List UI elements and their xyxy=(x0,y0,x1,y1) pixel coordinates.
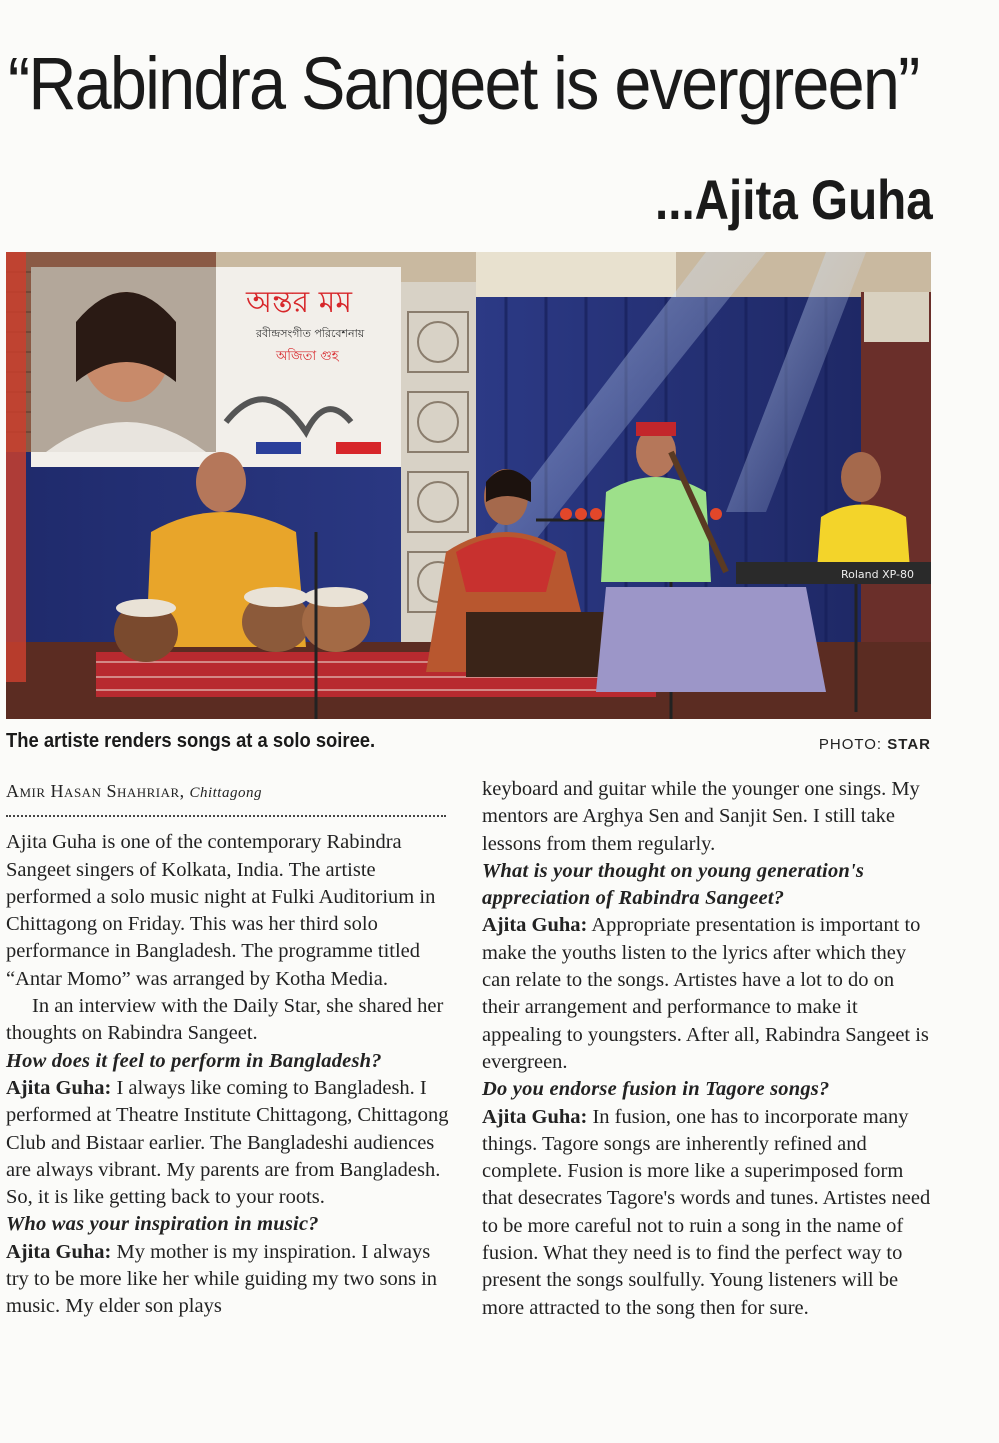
photo-caption: The artiste renders songs at a solo soiree. xyxy=(6,730,376,752)
byline-divider xyxy=(6,807,446,817)
article-column-left xyxy=(6,778,458,1321)
answer: Ajita Guha: I always like coming to Bangladesh. I performed at Theatre Institute Chittagong, Chittagong Club and Bistaar earlier. The Bangladeshi audiences are always vibrant. My parents are from Bangladesh. So, it is like getting back to your roots. xyxy=(6,1076,449,1209)
answer: Ajita Guha: My mother is my inspiration. I always try to be more like her while guiding my two sons in music. My elder son plays xyxy=(6,1240,438,1318)
subheadline: ...Ajita Guha xyxy=(655,168,933,231)
question: How does it feel to perform in Bangladesh? xyxy=(6,1049,382,1072)
svg-text:Roland XP-80: Roland XP-80 xyxy=(841,568,915,581)
event-banner xyxy=(31,267,401,467)
answer: Ajita Guha: Appropriate presentation is important to make the youths listen to the lyrics after which they can relate to the songs. Artistes have a lot to do on their arrangement and performance to make it appealing to youngsters. After all, Rabindra Sangeet is evergreen. xyxy=(482,914,929,1073)
answer: Ajita Guha: In fusion, one has to incorporate many things. Tagore songs are inherently refined and complete. Fusion is more like a superimposed form that desecrates Tagore's words and tunes. Artistes need to be more careful not to ruin a song in the name of fusion. What they need is to find the perfect way to present the songs soulfully. Young listeners will be more attracted to the song then for sure. xyxy=(482,1105,931,1319)
author-byline: Amir Hasan Shahriar, Chittagong xyxy=(6,781,262,801)
question: Do you endorse fusion in Tagore songs? xyxy=(482,1078,830,1101)
banner-title: অন্তর মম xyxy=(246,285,353,320)
paragraph: In an interview with the Daily Star, she shared her thoughts on Rabindra Sangeet. xyxy=(6,995,444,1045)
headline: “Rabindra Sangeet is evergreen” xyxy=(8,42,919,125)
photo-credit: PHOTO: STAR xyxy=(818,736,931,753)
question: Who was your inspiration in music? xyxy=(6,1213,319,1236)
article-column-right xyxy=(482,776,934,1322)
paragraph: keyboard and guitar while the younger one sings. My mentors are Arghya Sen and Sanjit Sen. I still take lessons from them regularly. xyxy=(482,778,920,855)
concert-photo xyxy=(6,252,931,719)
svg-text:রবীন্দ্রসংগীত পরিবেশনায়: রবীন্দ্রসংগীত পরিবেশনায় xyxy=(256,327,365,340)
paragraph: Ajita Guha is one of the contemporary Rabindra Sangeet singers of Kolkata, India. The artiste performed a solo music night at Fulki Auditorium in Chittagong on Friday. This was her third solo performance in Bangladesh. The programme titled “Antar Momo” was arranged by Kotha Media. xyxy=(6,831,436,990)
svg-text:অজিতা গুহ: অজিতা গুহ xyxy=(276,349,339,364)
question: What is your thought on young generation's appreciation of Rabindra Sangeet? xyxy=(482,859,865,910)
